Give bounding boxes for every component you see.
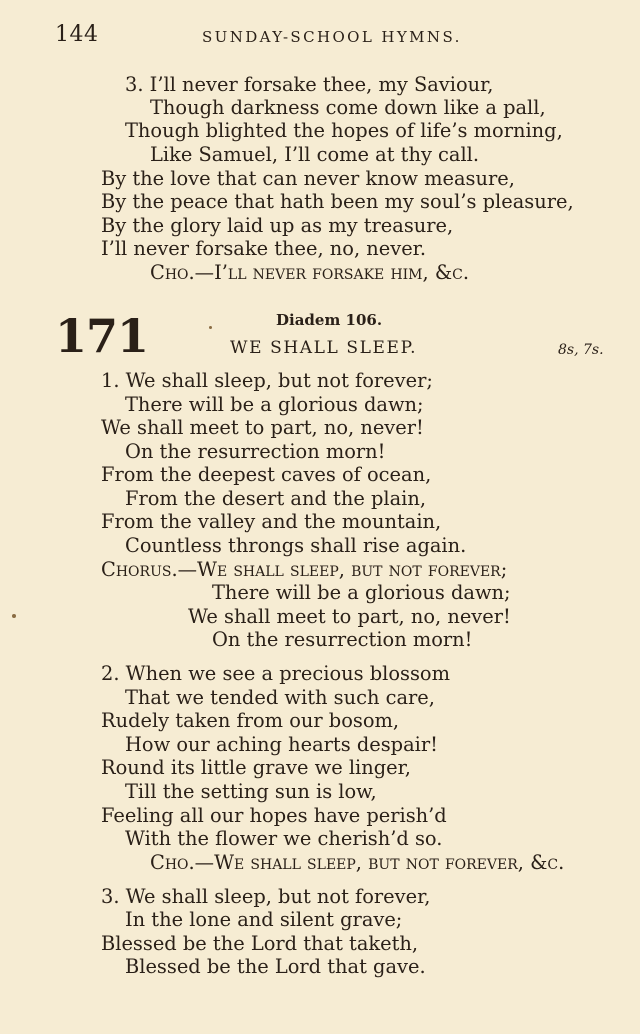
verse-line: Though blighted the hopes of life’s morning, <box>125 119 563 142</box>
meter: 8s, 7s. <box>558 342 604 358</box>
verse-line: From the valley and the mountain, <box>101 510 442 533</box>
verse-line: Countless throngs shall rise again. <box>125 534 467 557</box>
verse-line: Rudely taken from our bosom, <box>101 709 400 732</box>
verse-line: That we tended with such care, <box>125 686 435 709</box>
verse-line: Blessed be the Lord that taketh, <box>101 932 419 955</box>
verse-line: 2. When we see a precious blossom <box>101 662 450 685</box>
verse-line: Blessed be the Lord that gave. <box>125 955 426 978</box>
verse-line: 3. We shall sleep, but not forever, <box>101 885 431 908</box>
page-number: 144 <box>55 22 99 47</box>
verse-line: Though darkness come down like a pall, <box>150 96 546 119</box>
verse-line: Round its little grave we linger, <box>101 756 411 779</box>
printer-speck <box>209 326 212 329</box>
verse-line: 3. I’ll never forsake thee, my Saviour, <box>125 73 494 96</box>
verse-line: With the flower we cherish’d so. <box>125 827 443 850</box>
chorus-line: We shall meet to part, no, never! <box>188 605 511 628</box>
verse-line: By the love that can never know measure, <box>101 167 515 190</box>
verse-line: From the deepest caves of ocean, <box>101 463 432 486</box>
margin-speck <box>12 614 16 618</box>
verse-line: 1. We shall sleep, but not forever; <box>101 369 433 392</box>
tune-reference: Diadem 106. <box>276 311 383 329</box>
verse-line: In the lone and silent grave; <box>125 908 403 931</box>
verse-line: From the desert and the plain, <box>125 487 426 510</box>
chorus-line: Chorus.—We shall sleep, but not forever; <box>101 558 508 581</box>
verse-line: Till the setting sun is low, <box>125 780 377 803</box>
chorus-reference: Cho.—I’ll never forsake him, &c. <box>150 261 469 284</box>
verse-line: There will be a glorious dawn; <box>125 393 424 416</box>
verse-line: Like Samuel, I’ll come at thy call. <box>150 143 480 166</box>
verse-line: By the peace that hath been my soul’s pleasure, <box>101 190 574 213</box>
chorus-line: On the resurrection morn! <box>212 628 473 651</box>
verse-line: On the resurrection morn! <box>125 440 386 463</box>
verse-line: We shall meet to part, no, never! <box>101 416 424 439</box>
verse-line: I’ll never forsake thee, no, never. <box>101 237 426 260</box>
chorus-reference: Cho.—We shall sleep, but not forever, &c. <box>150 851 565 874</box>
hymn-title: WE SHALL SLEEP. <box>230 338 418 358</box>
verse-line: By the glory laid up as my treasure, <box>101 214 454 237</box>
verse-line: Feeling all our hopes have perish’d <box>101 804 447 827</box>
hymn-number: 171 <box>55 309 149 363</box>
running-head: SUNDAY-SCHOOL HYMNS. <box>202 28 462 46</box>
chorus-line: There will be a glorious dawn; <box>212 581 511 604</box>
verse-line: How our aching hearts despair! <box>125 733 438 756</box>
